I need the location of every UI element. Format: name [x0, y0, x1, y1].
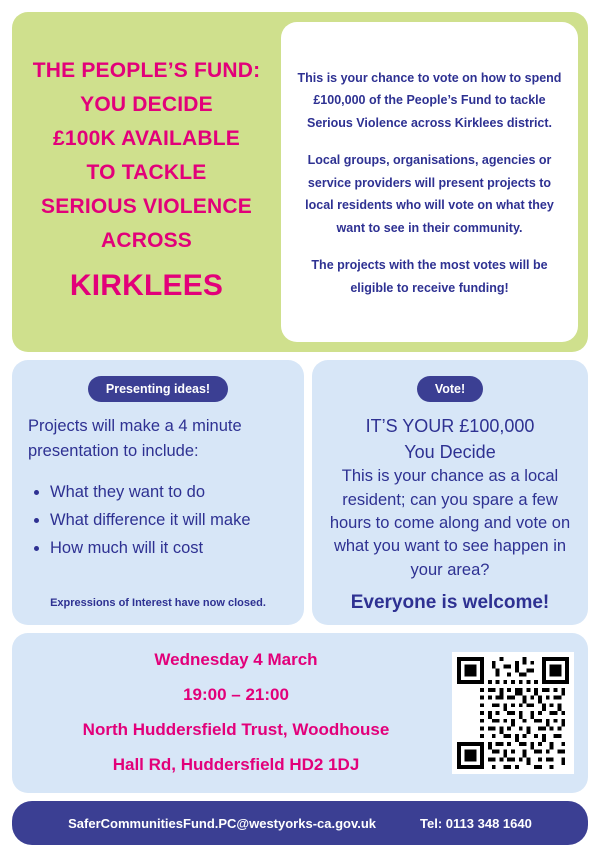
headline-column [12, 12, 277, 352]
expressions-closed-note: Expressions of Interest have now closed. [50, 597, 266, 609]
presenting-badge-wrap [28, 374, 288, 414]
contact-email-link[interactable]: SaferCommunitiesFund.PC@westyorks-ca.gov.uk [68, 815, 377, 831]
everyone-welcome-text: Everyone is welcome! [350, 592, 550, 614]
headline-line-1: THE PEOPLE’S FUND: [32, 58, 261, 82]
intro-paragraph-2: Local groups, organisations, agencies or service providers will present projects to local residents who will vote on what they want to see in their community. [305, 152, 554, 236]
list-item: • How much will it cost [50, 534, 288, 562]
qr-code-icon[interactable] [452, 652, 574, 774]
vote-badge-wrap [328, 374, 572, 414]
presenting-ideas-badge: Presenting ideas! [88, 376, 228, 402]
event-date: Wednesday 4 March [154, 650, 318, 670]
event-details-band [12, 633, 588, 793]
presenting-ideas-panel [12, 360, 304, 625]
vote-body-text: This is your chance as a local resident; can you spare a few hours to come along and vote on what you want to see happen in your area? [329, 467, 571, 579]
vote-headline-1: IT’S YOUR £100,000 [365, 416, 535, 436]
qr-code-wrap [452, 652, 574, 774]
intro-paragraph-3: The projects with the most votes will be eligible to receive funding! [311, 257, 548, 295]
headline-line-3: £100K AVAILABLE [53, 126, 240, 150]
intro-card [281, 22, 578, 342]
intro-paragraph-1: This is your chance to vote on how to spend £100,000 of the People’s Fund to tackle Serious Violence across Kirklees district. [297, 70, 562, 131]
vote-headline-2: You Decide [404, 441, 496, 462]
contact-footer [12, 801, 588, 845]
event-venue-line-2: Hall Rd, Huddersfield HD2 1DJ [112, 754, 360, 774]
event-details-text [26, 643, 452, 782]
vote-text-block [328, 414, 572, 582]
event-venue-line-1: North Huddersfield Trust, Woodhouse [82, 720, 390, 739]
event-time: 19:00 – 21:00 [183, 685, 289, 705]
headline-line-7: KIRKLEES [69, 268, 224, 302]
headline-line-6: ACROSS [100, 228, 193, 252]
contact-phone: Tel: 0113 348 1640 [420, 815, 532, 831]
headline-line-5: SERIOUS VIOLENCE [41, 194, 252, 218]
list-item: • What they want to do [50, 478, 288, 506]
presenting-intro-text: Projects will make a 4 minute presentation to include: [28, 417, 242, 460]
headline-line-4: TO TACKLE [86, 160, 207, 184]
vote-panel [312, 360, 588, 625]
vote-badge: Vote! [417, 376, 483, 402]
middle-row [12, 360, 588, 625]
page-title [33, 54, 261, 311]
presenting-bullet-list [28, 478, 288, 563]
headline-line-2: YOU DECIDE [80, 92, 213, 116]
list-item: • What difference it will make [50, 506, 288, 534]
headline-band [12, 12, 588, 352]
